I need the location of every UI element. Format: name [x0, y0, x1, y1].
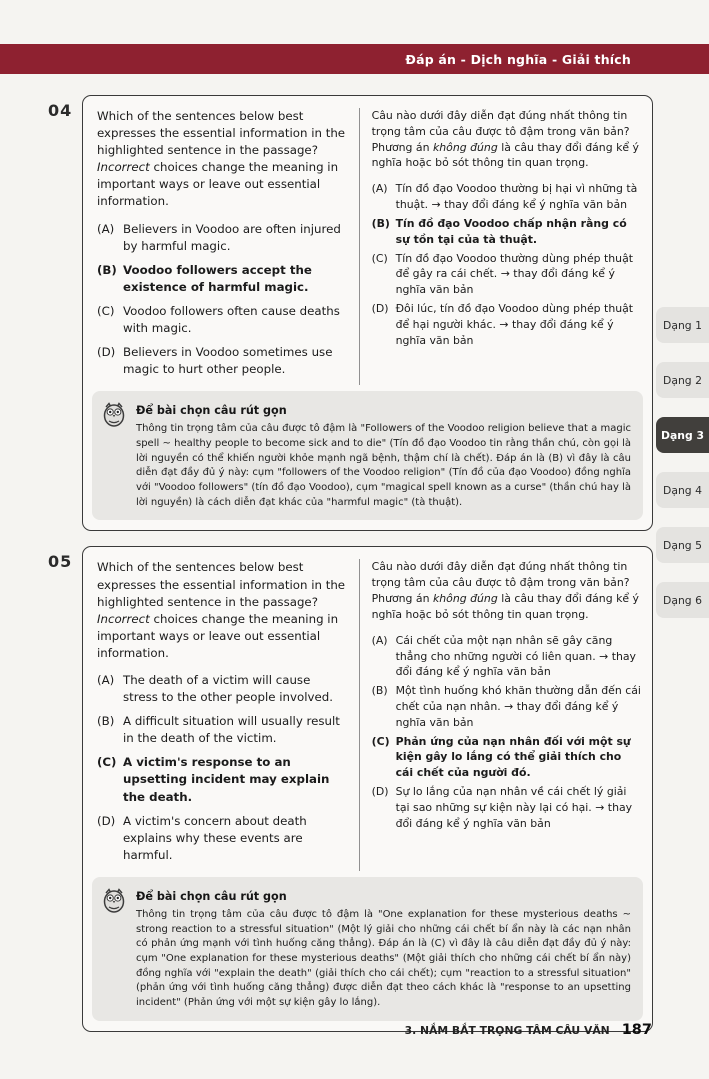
option-text: Voodoo followers accept the existence of harmful magic.: [123, 262, 312, 294]
option-label: (C): [371, 734, 390, 748]
explanation-box: [92, 877, 643, 1021]
owl-icon: [102, 400, 128, 510]
option-label: (C): [97, 755, 117, 770]
option-label: (D): [371, 785, 389, 798]
tab-dang-3-active: [656, 417, 709, 453]
question-text-en: Which of the sentences below best expresses the essential information in the highlighted sentence in the passage? Incorrect choices change the meaning in important ways or leave out essential information.: [97, 109, 346, 209]
explanation-title: Để bài chọn câu rút gọn: [136, 404, 287, 418]
question-05: [46, 546, 653, 1031]
explanation-box: [92, 391, 643, 520]
option-en-d: [97, 813, 347, 864]
option-label: (B): [371, 684, 388, 698]
option-label: (D): [97, 813, 116, 828]
option-en-a: [97, 221, 347, 255]
question-04: [46, 95, 653, 531]
header-bar: [0, 44, 709, 74]
option-text: Believers in Voodoo sometimes use magic to hurt other people.: [123, 345, 333, 377]
option-text: A difficult situation will usually result in the death of the victim.: [123, 714, 340, 746]
options-vietnamese: [372, 181, 642, 348]
option-text: Sự lo lắng của nạn nhân về cái chết lý giải tại sao những sự kiện này lại có hại. → thay đổi đáng kể ý nghĩa văn bản: [395, 785, 633, 830]
question-text-en: Which of the sentences below best expresses the essential information in the highlighted sentence in the passage? Incorrect choices change the meaning in important ways or leave out essential information.: [97, 560, 346, 660]
option-text: A victim's concern about death explains why these events are harmful.: [123, 813, 307, 862]
question-box: [82, 95, 653, 531]
page-header-title: Đáp án - Dịch nghĩa - Giải thích: [405, 51, 631, 67]
option-en-a: [97, 672, 347, 706]
page-content: [46, 95, 653, 1047]
option-label: (D): [371, 301, 389, 315]
option-label: (A): [97, 673, 115, 687]
option-vi-d: [372, 301, 642, 348]
tab-label: Dạng 1: [663, 318, 702, 332]
tab-dang-6: [656, 582, 709, 618]
tab-dang-1: [656, 307, 709, 343]
option-en-c-correct: [97, 754, 347, 805]
question-box: [82, 546, 653, 1031]
option-en-b-correct: [97, 262, 347, 296]
option-label: (B): [97, 262, 117, 277]
option-text: Tín đồ đạo Voodoo chấp nhận rằng có sự tồn tại của tà thuật.: [395, 216, 627, 246]
owl-icon: [102, 886, 128, 1011]
option-text: Voodoo followers often cause deaths with magic.: [123, 303, 340, 336]
explanation-content: [136, 400, 631, 510]
option-label: (A): [97, 221, 115, 236]
explanation-text: Thông tin trọng tâm của câu được tô đậm là "One explanation for these mysterious deaths ~ strong reaction to a stressful situation" (Một lý giải cho những cái chết bí ẩn này là các nạn nhân có phản ứng mạnh với tình huống căng thẳng). Đáp án là (C) vì đây là câu diễn đạt đầy đủ ý này: cụm "One explanation for these mysterious deaths" (Một giải thích cho những cái chết bí ẩn này) đồng nghĩa với "explain the death" (giải thích cho cái chết); cụm "reaction to a stressful situation" (phản ứng với tình huống căng thẳng) được diễn đạt theo cách khác là "response to an upsetting incident" (Phản ứng với một sự kiện gây lo lắng).: [136, 908, 631, 1009]
question-column-vietnamese: [359, 108, 642, 385]
option-vi-a: [372, 633, 642, 680]
page-footer: [405, 1022, 652, 1038]
option-en-b: [97, 713, 347, 747]
option-label: (A): [371, 182, 388, 196]
option-text: Đôi lúc, tín đồ đạo Voodoo dùng phép thuật để hại người khác. → thay đổi đáng kể ý nghĩa văn bản: [395, 301, 634, 347]
option-vi-a: [372, 181, 642, 213]
question-column-vietnamese: [359, 559, 642, 871]
option-text: The death of a victim will cause stress to the other people involved.: [123, 673, 333, 705]
option-vi-b-correct: [372, 216, 642, 248]
option-en-c: [97, 303, 347, 337]
explanation-title: Để bài chọn câu rút gọn: [136, 889, 287, 903]
option-text: Cái chết của một nạn nhân sẽ gây căng thẳng cho những người có liên quan. → thay đổi đáng kể ý nghĩa văn bản: [395, 633, 637, 679]
tab-label: Dạng 5: [663, 538, 702, 552]
options-english: [97, 221, 347, 379]
question-text-vi: Câu nào dưới đây diễn đạt đúng nhất thông tin trọng tâm của câu được tô đậm trong văn bản? Phương án không đúng là câu thay đổi đáng kể ý nghĩa hoặc bỏ sót thông tin quan trọng.: [371, 109, 639, 170]
question-column-english: [97, 108, 359, 385]
question-text-vi: Câu nào dưới đây diễn đạt đúng nhất thông tin trọng tâm của câu được tô đậm trong văn bản? Phương án không đúng là câu thay đổi đáng kể ý nghĩa hoặc bỏ sót thông tin quan trọng.: [371, 560, 639, 621]
option-vi-d: [372, 784, 642, 831]
tab-label: Dạng 6: [663, 593, 702, 607]
question-number: 04: [48, 101, 73, 120]
option-text: Phản ứng của nạn nhân đối với một sự kiện gây lo lắng có thể giải thích cho cái chết của người đó.: [395, 734, 631, 780]
tab-label: Dạng 4: [663, 483, 702, 497]
tab-dang-5: [656, 527, 709, 563]
tab-label: Dạng 2: [663, 373, 702, 387]
option-label: (C): [97, 303, 115, 318]
explanation-text: Thông tin trọng tâm của câu được tô đậm là "Followers of the Voodoo religion believe that a magic spell ~ healthy people to become sick and to die" (Tín đồ đạo Voodoo tin rằng thần chú, còn gọi là lời nguyền có thể khiến người khỏe mạnh ngã bệnh, thậm chí là chết). Đáp án là (B) vì đây là câu diễn đạt đầy đủ ý này: cụm "followers of the Voodoo religion" (Tín đồ của đạo Voodoo) đồng nghĩa với "Voodoo followers" (tín đồ đạo Voodoo), cụm "magical spell known as a curse" (thần chú hay là lời nguyền) là cách diễn đạt khác của "harmful magic" (tà thuật).: [136, 423, 631, 508]
option-label: (B): [371, 216, 390, 230]
option-text: Tín đồ đạo Voodoo thường bị hại vì những tà thuật. → thay đổi đáng kể ý nghĩa văn bản: [395, 182, 638, 212]
option-text: Một tình huống khó khăn thường dẫn đến cái chết của nạn nhân. → thay đổi đáng kể ý nghĩa văn bản: [395, 684, 641, 729]
option-text: Believers in Voodoo are often injured by harmful magic.: [123, 221, 341, 253]
option-label: (B): [97, 714, 115, 729]
option-vi-c-correct: [372, 734, 642, 781]
option-vi-b: [372, 683, 642, 730]
options-english: [97, 672, 347, 864]
tab-dang-4: [656, 472, 709, 508]
question-number: 05: [48, 552, 73, 572]
footer-page-number: 187: [621, 1022, 652, 1038]
explanation-content: [136, 886, 631, 1011]
question-column-english: [97, 559, 359, 871]
option-label: (A): [371, 633, 388, 647]
tab-dang-2: [656, 362, 709, 398]
option-label: (D): [97, 345, 116, 360]
footer-section-title: 3. NẮM BẮT TRỌNG TÂM CÂU VĂN: [404, 1024, 610, 1037]
option-vi-c: [372, 251, 642, 298]
options-vietnamese: [372, 633, 642, 832]
option-text: Tín đồ đạo Voodoo thường dùng phép thuật để gây ra cái chết. → thay đổi đáng kể ý nghĩa văn bản: [395, 251, 634, 297]
option-text: A victim's response to an upsetting incident may explain the death.: [123, 755, 330, 804]
option-en-d: [97, 344, 347, 378]
option-label: (C): [371, 251, 388, 265]
tab-label: Dạng 3: [661, 428, 704, 442]
